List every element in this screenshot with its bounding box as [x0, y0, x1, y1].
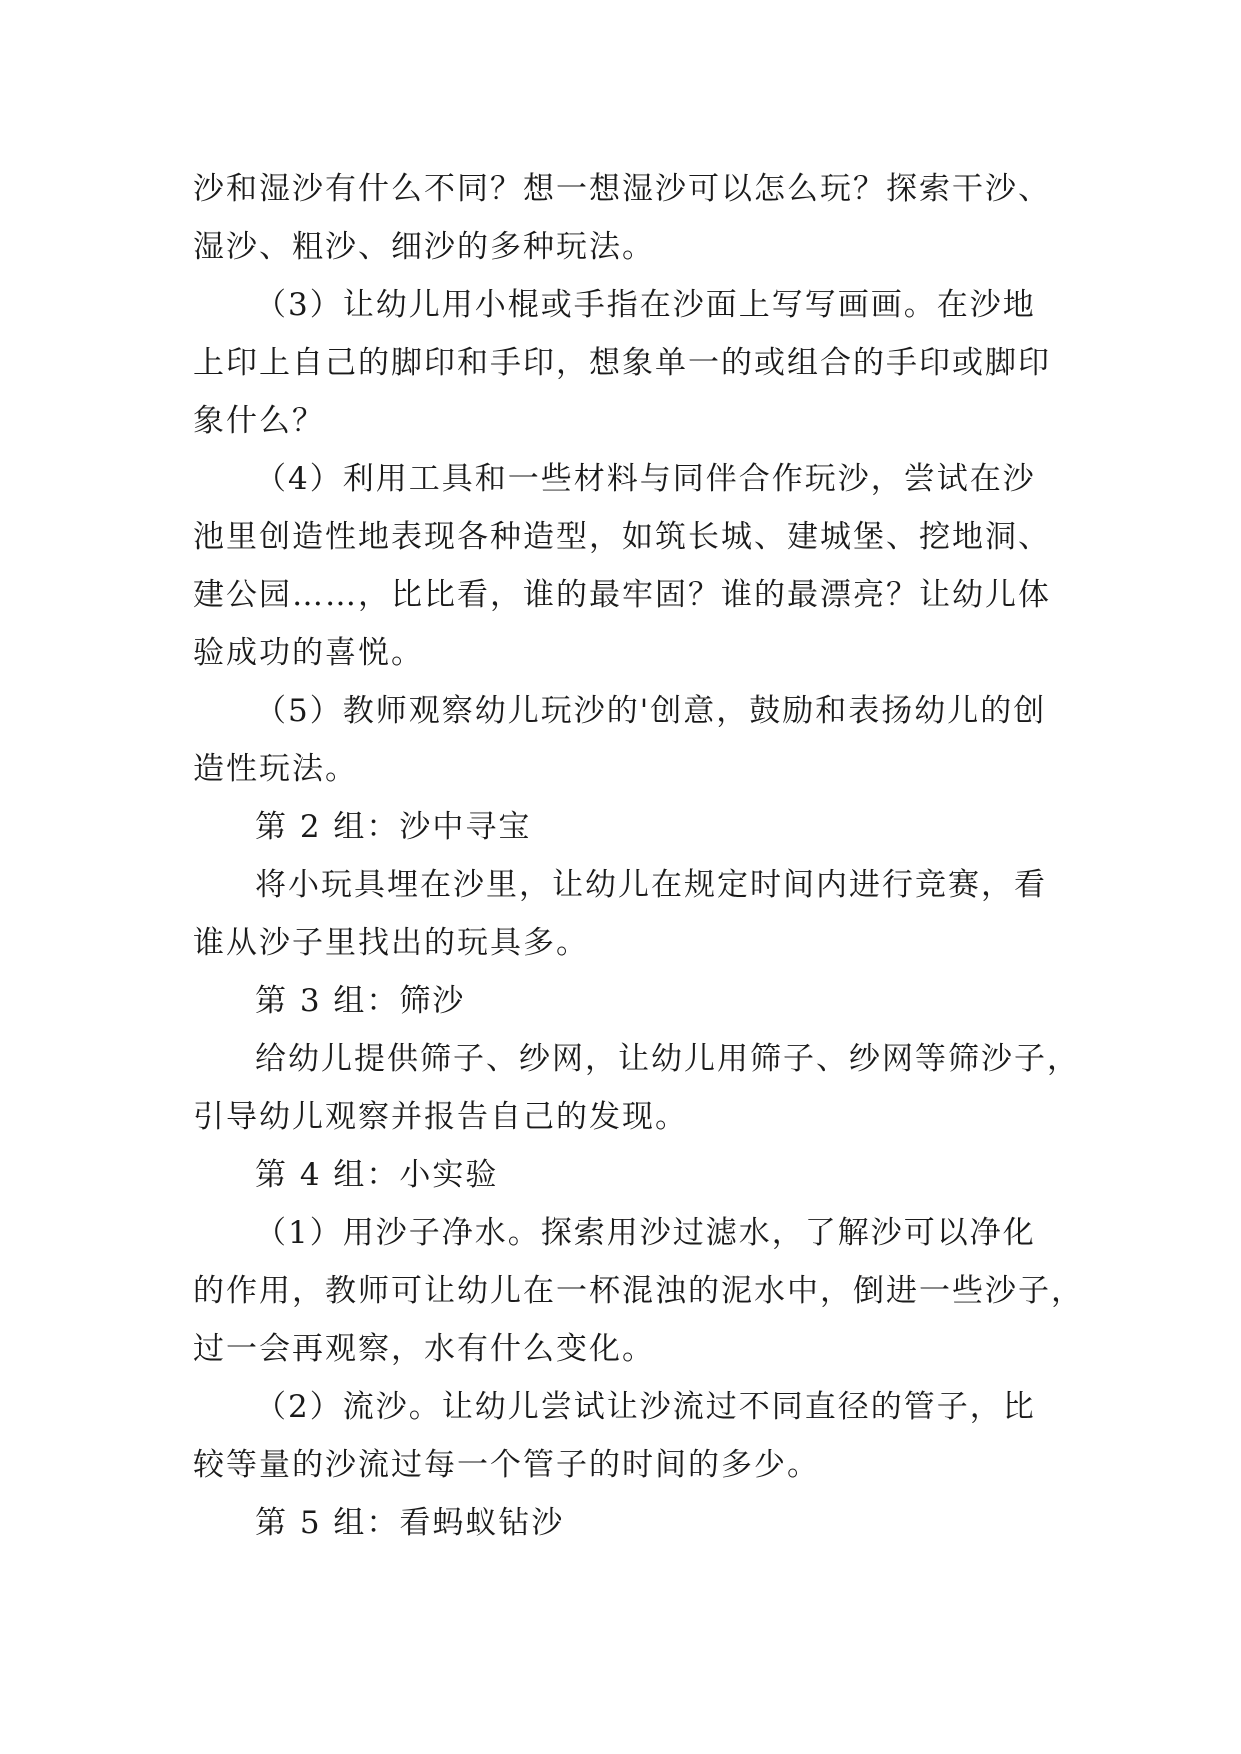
- text-line: 的作用，教师可让幼儿在一杯混浊的泥水中，倒进一些沙子，: [193, 1273, 1084, 1309]
- text-line: （4）利用工具和一些材料与同伴合作玩沙，尝试在沙: [255, 461, 1036, 497]
- text-line: （2）流沙。让幼儿尝试让沙流过不同直径的管子，比: [255, 1389, 1036, 1425]
- paragraph-p11: [193, 1378, 1073, 1494]
- paragraph-p1: [193, 160, 1073, 276]
- text-line: 将小玩具埋在沙里，让幼儿在规定时间内进行竞赛，看: [255, 867, 1047, 903]
- document-page: [193, 160, 1084, 1552]
- text-line: 象什么？: [193, 403, 325, 439]
- text-line: 第 4 组：小实验: [255, 1157, 499, 1193]
- paragraph-p6: [193, 856, 1073, 972]
- paragraph-p2: [193, 276, 1073, 450]
- text-line: （1）用沙子净水。探索用沙过滤水，了解沙可以净化: [255, 1215, 1036, 1251]
- text-line: 第 3 组：筛沙: [255, 983, 466, 1019]
- section-heading-group-5: [193, 1494, 1073, 1552]
- text-line: 沙和湿沙有什么不同？想一想湿沙可以怎么玩？探索干沙、: [193, 171, 1051, 207]
- text-line: 第 5 组：看蚂蚁钻沙: [255, 1505, 565, 1541]
- text-line: 池里创造性地表现各种造型，如筑长城、建城堡、挖地洞、: [193, 519, 1051, 555]
- section-heading-group-4: [193, 1146, 1073, 1204]
- text-line: 建公园……，比比看，谁的最牢固？谁的最漂亮？让幼儿体: [193, 577, 1051, 613]
- paragraph-p4: [193, 682, 1073, 798]
- text-line: （5）教师观察幼儿玩沙的'创意，鼓励和表扬幼儿的创: [255, 693, 1047, 729]
- text-line: 湿沙、粗沙、细沙的多种玩法。: [193, 229, 655, 265]
- text-line: 谁从沙子里找出的玩具多。: [193, 925, 589, 961]
- paragraph-p3: [193, 450, 1073, 682]
- paragraph-p8: [193, 1030, 1080, 1146]
- text-line: 上印上自己的脚印和手印，想象单一的或组合的手印或脚印: [193, 345, 1051, 381]
- text-line: 验成功的喜悦。: [193, 635, 424, 671]
- text-line: 引导幼儿观察并报告自己的发现。: [193, 1099, 688, 1135]
- section-heading-group-3: [193, 972, 1073, 1030]
- text-line: 过一会再观察，水有什么变化。: [193, 1331, 655, 1367]
- section-heading-group-2: [193, 798, 1073, 856]
- text-line: （3）让幼儿用小棍或手指在沙面上写写画画。在沙地: [255, 287, 1036, 323]
- paragraph-p10: [193, 1204, 1084, 1378]
- text-line: 给幼儿提供筛子、纱网，让幼儿用筛子、纱网等筛沙子，: [255, 1041, 1080, 1077]
- text-line: 较等量的沙流过每一个管子的时间的多少。: [193, 1447, 820, 1483]
- text-line: 第 2 组：沙中寻宝: [255, 809, 532, 845]
- text-line: 造性玩法。: [193, 751, 358, 787]
